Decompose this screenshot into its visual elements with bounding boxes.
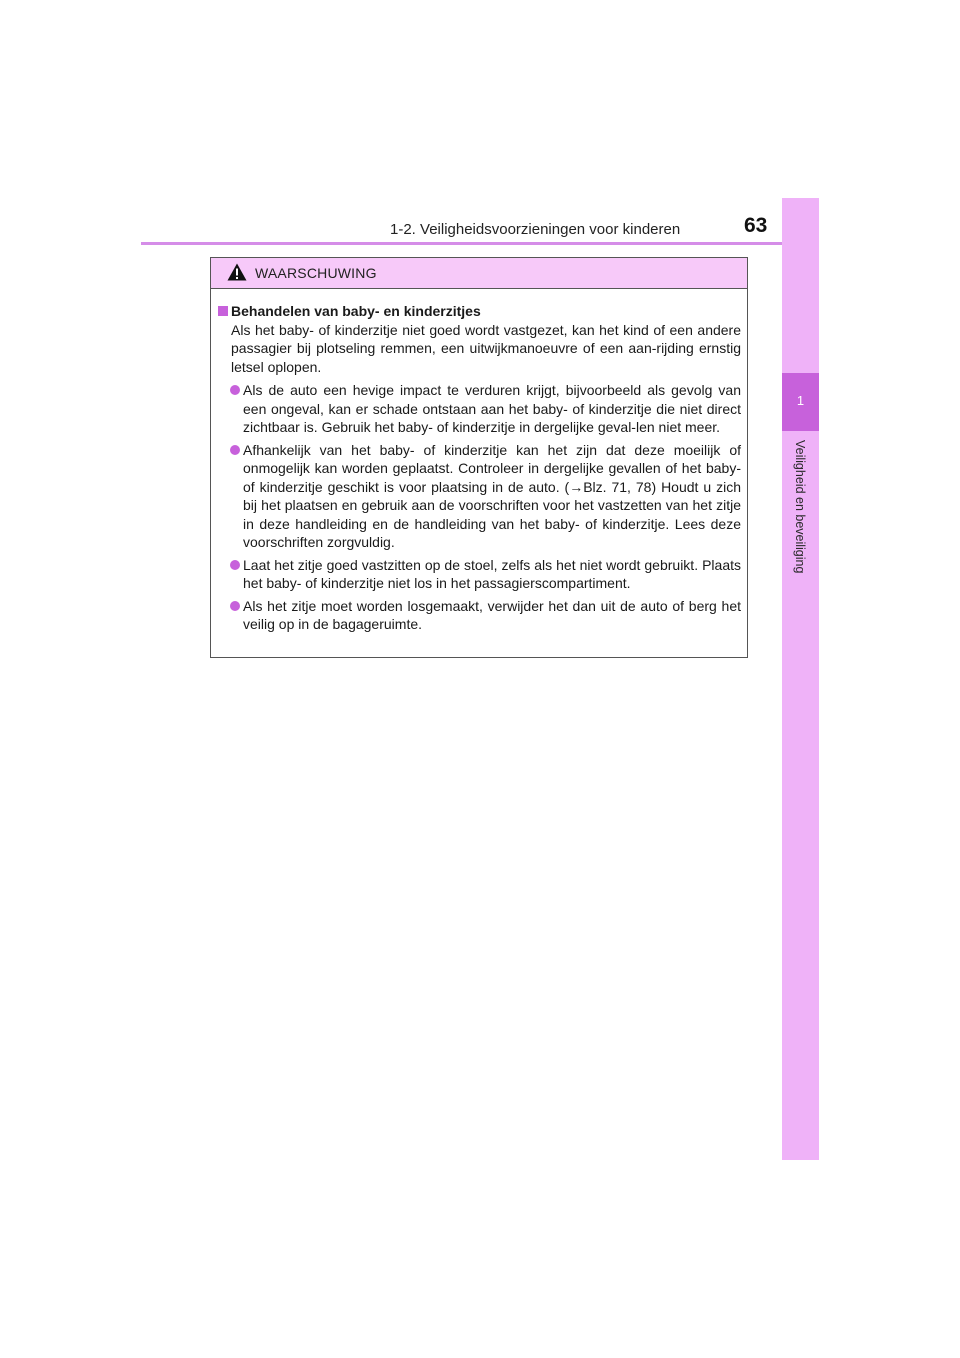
section-header: 1-2. Veiligheidsvoorzieningen voor kinderen bbox=[390, 221, 681, 238]
chapter-side-tab bbox=[782, 198, 819, 1160]
list-item-text: Als het zitje moet worden losgemaakt, verwijder het dan uit de auto of berg het veilig op in de bagageruimte. bbox=[243, 597, 741, 632]
warning-intro: Als het baby- of kinderzitje niet goed wordt vastgezet, kan het kind of een andere passagier bij plotseling remmen, een uitwijkmanoeuvre of een aan-rijding ernstig letsel oplopen. bbox=[231, 321, 741, 375]
circle-bullet-icon bbox=[230, 445, 240, 455]
warning-title bbox=[218, 302, 741, 321]
warning-title-text: Behandelen van baby- en kinderzitjes bbox=[231, 303, 481, 319]
warning-body bbox=[211, 289, 747, 634]
chapter-number: 1 bbox=[782, 373, 819, 431]
list-item bbox=[218, 441, 741, 552]
warning-box bbox=[210, 257, 748, 658]
header-divider bbox=[141, 242, 819, 245]
list-item-text: Als de auto een hevige impact te verduren krijgt, bijvoorbeeld als gevolg van een ongeval, kan er schade ontstaan aan het baby- of kinderzitje die niet direct zichtbaar is. Gebruik het baby- of kinderzitje in dergelijke geval-len niet meer. bbox=[243, 382, 741, 435]
list-item bbox=[218, 381, 741, 437]
warning-triangle-icon bbox=[227, 263, 247, 281]
list-item-text: Afhankelijk van het baby- of kinderzitje kan het zijn dat deze moeilijk of onmogelijk kan worden geplaatst. Controleer in dergelijke gevallen of het baby- of kinderzitje geschikt is voor plaatsing in de auto. (→Blz. 71, 78) Houdt u zich bij het plaatsen en gebruik aan de voorschriften voor het vastzetten van het zitje in deze handleiding en de handleiding van het baby- of kinderzitje. Lees deze voorschriften zorgvuldig. bbox=[243, 441, 741, 550]
list-item-text: Laat het zitje goed vastzitten op de stoel, zelfs als het niet wordt gebruikt. Plaats het baby- of kinderzitje niet los in het passagierscompartiment. bbox=[243, 556, 741, 591]
list-item bbox=[218, 597, 741, 634]
square-bullet-icon bbox=[218, 306, 228, 316]
warning-label: WAARSCHUWING bbox=[255, 265, 377, 281]
chapter-label bbox=[793, 440, 813, 600]
page-number: 63 bbox=[744, 214, 768, 237]
circle-bullet-icon bbox=[230, 560, 240, 570]
chapter-label-text: Veiligheid en beveiliging bbox=[793, 440, 807, 574]
circle-bullet-icon bbox=[230, 601, 240, 611]
circle-bullet-icon bbox=[230, 385, 240, 395]
warning-header bbox=[211, 258, 747, 289]
list-item bbox=[218, 556, 741, 593]
